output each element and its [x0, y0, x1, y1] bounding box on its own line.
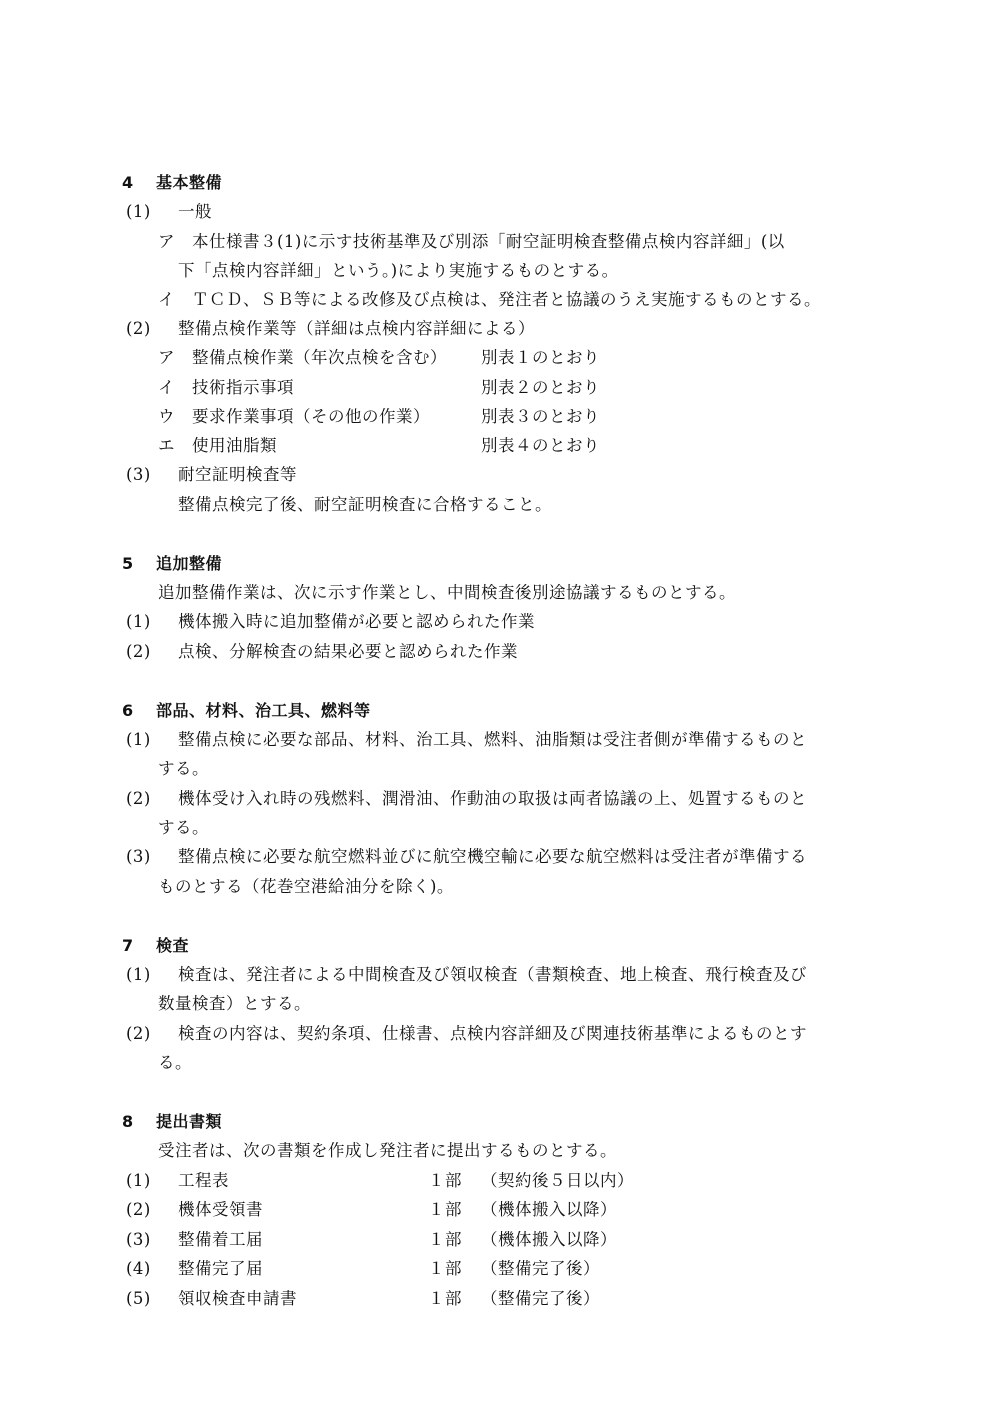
- s4-a-line1: ア 本仕様書３(1)に示す技術基準及び別添「耐空証明検査整備点検内容詳細」(以: [158, 232, 785, 251]
- s4-p2-item-ref: 別表１のとおり: [481, 348, 600, 367]
- s8-item-note: （整備完了後）: [481, 1289, 600, 1308]
- s8-item-qty: １部: [428, 1200, 462, 1219]
- section-6-heading: 6 部品、材料、治工具、燃料等: [122, 701, 371, 720]
- section-8-heading: 8 提出書類: [122, 1112, 223, 1131]
- s8-item-name: 整備完了届: [178, 1259, 263, 1278]
- s6-item-line2: する。: [158, 818, 209, 837]
- s6-item-label: (3): [126, 847, 151, 866]
- s8-item-name: 領収検査申請書: [178, 1289, 297, 1308]
- s6-item-line1: 整備点検に必要な部品、材料、治工具、燃料、油脂類は受注者側が準備するものと: [178, 730, 807, 749]
- s6-item-label: (1): [126, 730, 151, 749]
- s6-item-line1: 機体受け入れ時の残燃料、潤滑油、作動油の取扱は両者協議の上、処置するものと: [178, 789, 807, 808]
- s8-item-note: （契約後５日以内）: [481, 1171, 634, 1190]
- s8-item-note: （機体搬入以降）: [481, 1230, 617, 1249]
- s7-item-line1: 検査の内容は、契約条項、仕様書、点検内容詳細及び関連技術基準によるものとす: [178, 1024, 807, 1043]
- s4-p2-item-label: ウ 要求作業事項（その他の作業）: [158, 407, 430, 426]
- s4-p1-title: 一般: [178, 202, 212, 221]
- s7-item-line2: る。: [158, 1053, 192, 1072]
- s4-a-line2: 下「点検内容詳細」という。)により実施するものとする。: [178, 261, 619, 280]
- s8-item-label: (1): [126, 1171, 151, 1190]
- s4-p3-title: 耐空証明検査等: [178, 465, 297, 484]
- s8-item-label: (2): [126, 1200, 151, 1219]
- section-4-heading: 4 基本整備: [122, 173, 223, 192]
- s8-item-name: 工程表: [178, 1171, 229, 1190]
- s4-p2-item-ref: 別表２のとおり: [481, 378, 600, 397]
- s4-p2-title: 整備点検作業等（詳細は点検内容詳細による）: [178, 319, 535, 338]
- s8-item-label: (4): [126, 1259, 151, 1278]
- section-7-heading: 7 検査: [122, 936, 190, 955]
- s5-item-label: (2): [126, 642, 151, 661]
- s7-item-label: (1): [126, 965, 151, 984]
- s8-item-note: （整備完了後）: [481, 1259, 600, 1278]
- s8-item-name: 機体受領書: [178, 1200, 263, 1219]
- s5-item-text: 点検、分解検査の結果必要と認められた作業: [178, 642, 518, 661]
- s7-item-label: (2): [126, 1024, 151, 1043]
- s8-item-qty: １部: [428, 1289, 462, 1308]
- s7-item-line1: 検査は、発注者による中間検査及び領収検査（書類検査、地上検査、飛行検査及び: [178, 965, 807, 984]
- s6-item-line2: ものとする（花巻空港給油分を除く)。: [158, 877, 454, 896]
- s4-p2-item-label: イ 技術指示事項: [158, 378, 294, 397]
- s7-item-line2: 数量検査）とする。: [158, 994, 311, 1013]
- s6-item-label: (2): [126, 789, 151, 808]
- s5-intro: 追加整備作業は、次に示す作業とし、中間検査後別途協議するものとする。: [158, 583, 736, 602]
- s8-item-label: (5): [126, 1289, 151, 1308]
- section-5-heading: 5 追加整備: [122, 554, 223, 573]
- s4-p3-body: 整備点検完了後、耐空証明検査に合格すること。: [178, 495, 552, 514]
- s4-p2-item-label: ア 整備点検作業（年次点検を含む）: [158, 348, 447, 367]
- s8-intro: 受注者は、次の書類を作成し発注者に提出するものとする。: [158, 1141, 617, 1160]
- s4-p3-label: (3): [126, 465, 151, 484]
- s5-item-label: (1): [126, 612, 151, 631]
- s4-p2-label: (2): [126, 319, 151, 338]
- s4-p2-item-label: エ 使用油脂類: [158, 436, 277, 455]
- s4-p1-label: (1): [126, 202, 151, 221]
- s8-item-qty: １部: [428, 1171, 462, 1190]
- s4-p2-item-ref: 別表４のとおり: [481, 436, 600, 455]
- s4-p2-item-ref: 別表３のとおり: [481, 407, 600, 426]
- s6-item-line1: 整備点検に必要な航空燃料並びに航空機空輸に必要な航空燃料は受注者が準備する: [178, 847, 807, 866]
- s5-item-text: 機体搬入時に追加整備が必要と認められた作業: [178, 612, 535, 631]
- s8-item-name: 整備着工届: [178, 1230, 263, 1249]
- s6-item-line2: する。: [158, 759, 209, 778]
- s8-item-label: (3): [126, 1230, 151, 1249]
- s4-i-line: イ ＴＣＤ、ＳＢ等による改修及び点検は、発注者と協議のうえ実施するものとする。: [158, 290, 821, 309]
- s8-item-note: （機体搬入以降）: [481, 1200, 617, 1219]
- s8-item-qty: １部: [428, 1259, 462, 1278]
- s8-item-qty: １部: [428, 1230, 462, 1249]
